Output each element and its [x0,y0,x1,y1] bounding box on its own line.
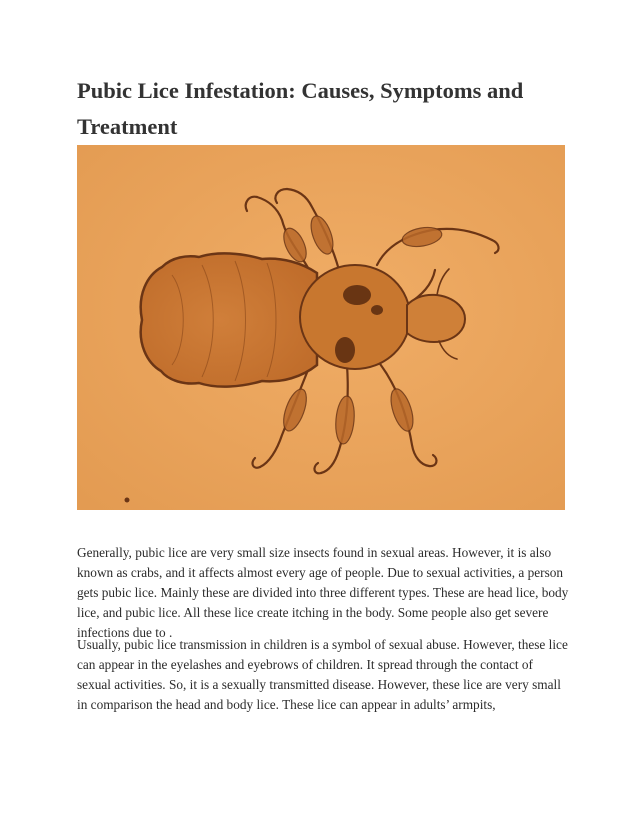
louse-illustration [77,145,565,510]
paragraph-2: Usually, pubic lice transmission in children is a symbol of sexual abuse. However, these lice can appear in the eyelashes and eyebrows of children. It spread through the contact of sexual activities. So, it is a sexually transmitted disease. However, these lice are very small in comparison the head and body lice. These lice can appear in adults’ armpits, [77,637,568,712]
louse-micrograph-image [77,145,565,510]
article-title: Pubic Lice Infestation: Causes, Symptoms and Treatment [77,78,524,139]
paragraph-1: Generally, pubic lice are very small size insects found in sexual areas. However, it is also known as crabs, and it affects almost every age of people. Due to sexual activities, a person gets pubic lice. Mainly these are divided into three different types. These are head lice, body lice, and pubic lice. All these lice create itching in the body. Some people also get severe infections due to . [77,545,569,640]
